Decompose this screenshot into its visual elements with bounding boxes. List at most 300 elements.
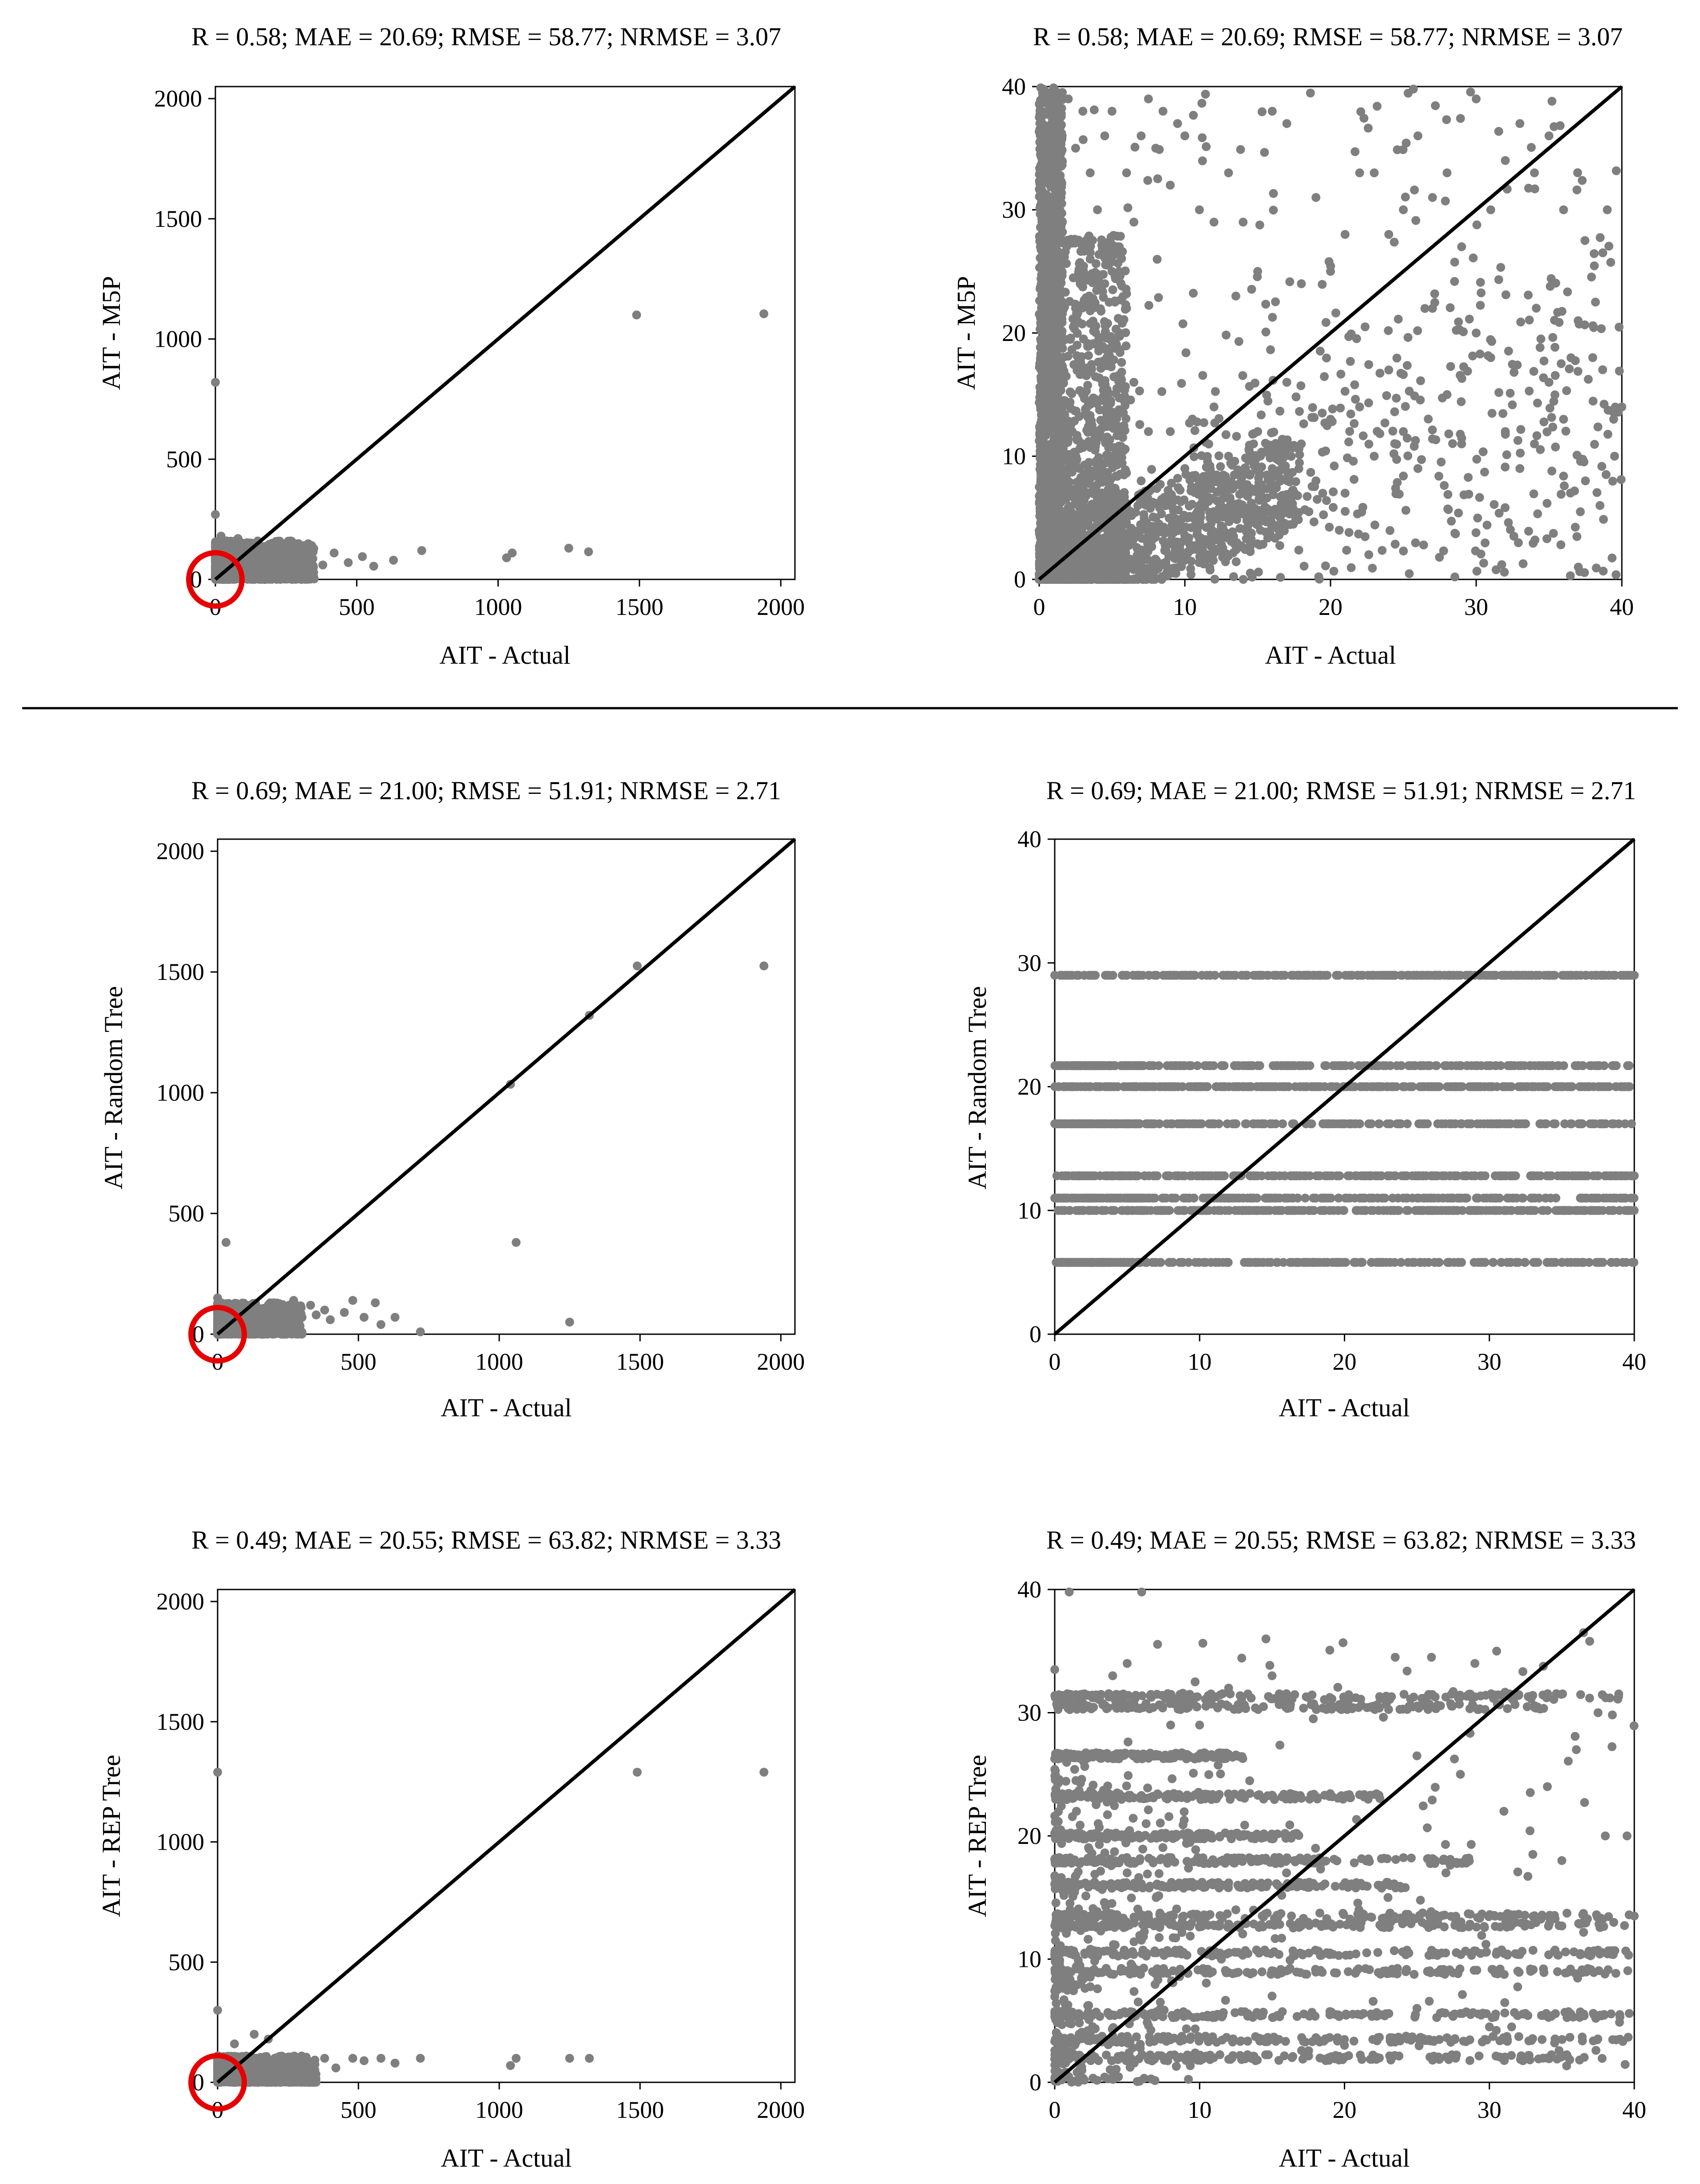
data-point — [1159, 107, 1168, 116]
data-point — [1054, 276, 1063, 285]
data-point — [1204, 440, 1213, 448]
data-point — [1300, 505, 1309, 514]
data-point — [1151, 144, 1160, 153]
data-point — [1135, 387, 1144, 396]
data-point — [1255, 221, 1264, 230]
data-point — [1355, 168, 1364, 177]
data-point — [1514, 538, 1523, 547]
data-point — [307, 569, 316, 578]
data-point — [1494, 388, 1503, 397]
data-point — [1341, 230, 1350, 239]
data-point — [1525, 316, 1534, 325]
data-point — [1255, 478, 1263, 487]
data-point — [1299, 420, 1308, 428]
data-point — [1519, 559, 1528, 568]
data-point — [1115, 405, 1124, 414]
data-point — [1284, 501, 1293, 510]
data-point — [1088, 421, 1096, 430]
data-point — [1364, 360, 1373, 369]
data-point — [1587, 273, 1596, 281]
data-point — [1399, 206, 1408, 214]
y-tick-label: 0 — [190, 566, 202, 593]
data-point — [1472, 95, 1481, 103]
data-point — [1589, 323, 1598, 332]
data-point — [1117, 358, 1126, 367]
x-tick-label: 2000 — [757, 594, 805, 620]
data-point — [1472, 455, 1481, 464]
data-point — [1335, 526, 1344, 535]
data-point — [1124, 564, 1133, 573]
data-point — [1140, 525, 1148, 534]
x-tick-label: 30 — [1464, 594, 1488, 620]
data-point — [1311, 476, 1320, 485]
data-point — [1221, 557, 1230, 566]
data-point — [1069, 463, 1078, 472]
data-point — [1246, 569, 1255, 578]
data-point — [1341, 489, 1350, 498]
data-point — [1504, 347, 1513, 356]
data-point — [1096, 575, 1104, 584]
data-point — [1403, 361, 1412, 370]
data-point — [1255, 541, 1264, 550]
data-point — [1359, 432, 1368, 440]
data-point — [1390, 407, 1399, 416]
data-point — [1037, 374, 1045, 383]
data-point — [1401, 193, 1410, 202]
data-point — [1047, 181, 1056, 190]
data-point — [279, 553, 288, 562]
data-point — [1093, 206, 1102, 214]
data-point — [1144, 95, 1153, 103]
data-point — [1533, 399, 1542, 408]
data-point — [1104, 346, 1112, 355]
data-point — [1253, 427, 1262, 436]
data-point — [1416, 396, 1425, 404]
data-point — [1547, 467, 1556, 476]
data-point — [1053, 246, 1062, 255]
data-point — [1056, 575, 1065, 584]
data-point — [211, 378, 220, 387]
data-point — [1206, 468, 1215, 477]
data-point — [1428, 304, 1437, 313]
data-point — [1434, 472, 1443, 481]
data-point — [632, 310, 641, 319]
data-point — [1084, 413, 1092, 422]
data-point — [1246, 547, 1255, 556]
data-point — [1481, 539, 1489, 547]
data-point — [1137, 476, 1146, 485]
data-point — [1072, 455, 1081, 464]
data-point — [1161, 541, 1170, 550]
data-point — [1189, 111, 1198, 120]
data-point — [1562, 386, 1571, 395]
data-point — [1529, 367, 1538, 376]
data-point — [1559, 415, 1568, 424]
data-point — [1450, 572, 1459, 581]
data-point — [330, 548, 338, 557]
data-point — [1524, 291, 1533, 300]
data-point — [1581, 236, 1589, 245]
identity-line — [215, 87, 795, 579]
data-point — [1039, 494, 1048, 503]
data-point — [1346, 357, 1355, 366]
data-point — [1187, 483, 1196, 491]
data-point — [1381, 419, 1390, 428]
data-point — [1475, 493, 1484, 502]
data-point — [1473, 220, 1482, 229]
data-point — [1178, 514, 1187, 523]
data-point — [1165, 514, 1174, 523]
data-point — [1285, 277, 1294, 286]
data-point — [1086, 168, 1095, 177]
y-tick-label: 20 — [1002, 320, 1026, 346]
data-point — [1396, 369, 1405, 378]
data-point — [1289, 520, 1298, 529]
data-point — [1193, 474, 1202, 483]
data-point — [1101, 247, 1110, 256]
data-point — [1107, 417, 1116, 426]
data-point — [1593, 488, 1601, 497]
data-point — [1500, 568, 1509, 577]
data-point — [1253, 267, 1262, 276]
data-point — [1487, 337, 1496, 346]
y-tick-label: 10 — [1002, 443, 1026, 470]
data-point — [1557, 540, 1565, 549]
data-point — [1049, 308, 1058, 317]
data-point — [389, 556, 398, 565]
data-point — [1173, 119, 1182, 128]
data-point — [1343, 453, 1352, 462]
data-point — [1295, 546, 1303, 555]
data-point — [1160, 571, 1169, 580]
data-point — [1087, 473, 1096, 482]
data-point — [1232, 557, 1241, 566]
y-tick-label: 500 — [166, 446, 202, 473]
data-point — [1126, 396, 1135, 404]
data-point — [1257, 411, 1266, 420]
data-point — [1608, 554, 1617, 563]
data-point — [1428, 193, 1437, 202]
data-point — [1378, 546, 1386, 555]
data-point — [1280, 519, 1289, 528]
data-point — [1442, 115, 1451, 124]
data-point — [1275, 407, 1284, 416]
data-point — [1530, 440, 1539, 448]
data-point — [1181, 523, 1190, 531]
data-point — [253, 568, 262, 577]
data-point — [1405, 387, 1414, 396]
data-point — [1061, 450, 1070, 459]
data-point — [1457, 440, 1466, 448]
data-point — [1609, 415, 1618, 424]
data-point — [1177, 379, 1186, 388]
data-point — [1099, 293, 1108, 302]
data-point — [1054, 460, 1063, 469]
data-point — [267, 539, 276, 548]
data-point — [1062, 398, 1071, 407]
data-point — [1039, 458, 1048, 467]
data-point — [1402, 506, 1410, 515]
data-point — [1046, 168, 1055, 177]
data-point — [1144, 301, 1153, 310]
data-point — [1083, 402, 1092, 411]
data-point — [584, 547, 593, 556]
data-point — [1297, 440, 1306, 448]
data-point — [1322, 318, 1331, 327]
y-tick-label: 1000 — [154, 325, 202, 353]
data-point — [1296, 381, 1305, 390]
x-axis-label: AIT - Actual — [1265, 641, 1396, 670]
data-point — [1037, 365, 1046, 374]
data-point — [1269, 206, 1278, 214]
data-point — [1329, 503, 1338, 512]
data-point — [1133, 545, 1142, 554]
data-point — [1533, 431, 1541, 440]
data-point — [1566, 489, 1575, 498]
data-point — [1271, 297, 1280, 306]
data-point — [1384, 365, 1393, 374]
data-point — [1311, 193, 1320, 202]
data-point — [1101, 436, 1110, 444]
data-point — [1463, 367, 1472, 376]
data-point — [1257, 512, 1266, 521]
data-point — [1537, 334, 1545, 343]
data-point — [1469, 254, 1478, 262]
data-point — [1581, 476, 1590, 485]
data-point — [1189, 289, 1198, 297]
data-point — [1095, 456, 1104, 465]
data-point — [296, 551, 305, 560]
data-point — [1459, 327, 1468, 336]
data-point — [1599, 515, 1608, 524]
data-point — [1107, 233, 1116, 242]
data-point — [1072, 575, 1081, 584]
data-point — [1584, 375, 1593, 384]
data-point — [1211, 387, 1220, 396]
data-point — [234, 534, 242, 543]
data-point — [1166, 181, 1175, 190]
data-point — [1610, 452, 1619, 461]
data-point — [1375, 429, 1384, 438]
data-point — [1275, 541, 1284, 550]
data-point — [1364, 398, 1373, 407]
data-point — [1590, 262, 1599, 270]
data-point — [1201, 90, 1210, 99]
data-point — [1508, 400, 1517, 409]
data-point — [1073, 365, 1082, 373]
data-point — [1147, 465, 1156, 474]
data-point — [1444, 505, 1453, 514]
data-point — [1053, 335, 1062, 344]
data-point — [1589, 396, 1597, 405]
data-point — [1571, 356, 1580, 365]
data-point — [1232, 432, 1241, 441]
data-point — [1226, 497, 1235, 506]
data-point — [1043, 300, 1052, 309]
data-point — [1464, 490, 1473, 499]
data-point — [1373, 102, 1382, 111]
data-point — [217, 532, 226, 541]
data-point — [1122, 168, 1131, 177]
data-point — [1121, 548, 1130, 557]
data-point — [1094, 489, 1103, 498]
data-point — [1350, 147, 1359, 156]
data-point — [1187, 557, 1196, 566]
data-point — [1231, 292, 1240, 301]
data-point — [1037, 479, 1046, 488]
data-point — [1060, 252, 1069, 261]
data-point — [1164, 486, 1172, 495]
data-point — [284, 566, 293, 575]
data-point — [1559, 206, 1568, 214]
data-point — [1330, 461, 1339, 470]
data-point — [1494, 275, 1503, 284]
data-point — [1271, 481, 1279, 490]
data-point — [1295, 450, 1304, 459]
data-point — [1457, 242, 1466, 251]
data-point — [1442, 168, 1451, 177]
data-point — [1151, 513, 1160, 522]
data-point — [1341, 387, 1350, 396]
data-point — [1052, 406, 1061, 415]
data-point — [1532, 304, 1541, 313]
data-point — [1446, 362, 1455, 371]
data-point — [1117, 368, 1126, 377]
data-point — [1457, 397, 1466, 406]
data-point — [1235, 337, 1243, 346]
data-point — [1550, 343, 1559, 352]
data-point — [1263, 484, 1271, 493]
data-point — [1283, 378, 1291, 387]
data-point — [1364, 124, 1373, 133]
data-point — [1185, 419, 1194, 428]
data-point — [1049, 83, 1058, 92]
data-point — [1447, 517, 1456, 526]
data-point — [1454, 508, 1463, 517]
data-point — [1410, 442, 1419, 451]
data-point — [1284, 473, 1293, 482]
data-point — [1036, 210, 1045, 218]
data-point — [1403, 452, 1412, 460]
data-point — [1091, 328, 1100, 337]
data-point — [1573, 532, 1581, 541]
data-point — [1430, 289, 1439, 298]
data-point — [1045, 575, 1054, 584]
data-point — [1428, 435, 1437, 444]
y-tick-label: 40 — [1002, 73, 1026, 100]
data-point — [1064, 503, 1073, 512]
data-point — [1036, 201, 1045, 210]
data-point — [1375, 369, 1384, 378]
data-point — [1359, 114, 1368, 123]
data-point — [1229, 548, 1238, 557]
data-point — [1550, 316, 1559, 325]
data-point — [1216, 462, 1225, 471]
data-point — [1401, 402, 1410, 411]
data-point — [1224, 452, 1233, 461]
data-point — [1444, 429, 1453, 438]
data-point — [1045, 379, 1054, 388]
data-point — [274, 574, 283, 583]
data-point — [1370, 452, 1378, 461]
data-point — [1331, 309, 1340, 317]
data-point — [1393, 145, 1402, 154]
data-point — [1411, 539, 1420, 547]
data-point — [1071, 144, 1080, 153]
data-point — [1079, 135, 1088, 144]
data-point — [1157, 387, 1166, 396]
data-point — [1597, 462, 1606, 471]
plot-area — [1002, 73, 1634, 620]
data-point — [1131, 143, 1140, 151]
data-point — [1547, 274, 1556, 283]
data-point — [1342, 546, 1351, 555]
data-point — [1267, 428, 1276, 437]
y-tick-label: 0 — [1014, 566, 1026, 593]
data-point — [228, 544, 237, 553]
data-point — [1513, 436, 1522, 445]
data-point — [1471, 547, 1480, 555]
data-point — [1394, 315, 1403, 324]
data-point — [1456, 114, 1465, 123]
data-point — [1615, 367, 1624, 376]
data-point — [1448, 439, 1457, 448]
data-point — [1472, 528, 1481, 537]
data-point — [1195, 501, 1204, 510]
data-point — [1229, 572, 1238, 581]
data-point — [1195, 522, 1204, 531]
data-point — [1392, 455, 1401, 464]
data-point — [1057, 193, 1065, 202]
data-point — [1515, 119, 1524, 128]
data-point — [1295, 464, 1303, 473]
data-point — [1179, 319, 1188, 328]
data-point — [1114, 377, 1123, 385]
data-point — [1370, 520, 1379, 529]
data-point — [1036, 503, 1045, 512]
data-point — [1064, 95, 1073, 103]
x-tick-label: 1500 — [615, 594, 663, 620]
data-point — [1451, 529, 1460, 538]
data-point — [369, 562, 378, 571]
data-point — [1328, 404, 1337, 413]
data-point — [1347, 563, 1356, 572]
data-point — [1351, 395, 1360, 404]
data-point — [1612, 570, 1621, 579]
data-point — [1516, 449, 1525, 458]
data-point — [1486, 206, 1495, 214]
data-point — [1111, 250, 1120, 259]
x-tick-label: 0 — [1033, 594, 1045, 620]
data-point — [1036, 110, 1045, 119]
data-point — [1479, 448, 1488, 456]
data-point — [1078, 107, 1087, 116]
y-tick-label: 1500 — [154, 205, 202, 232]
data-point — [1536, 343, 1545, 352]
data-point — [1517, 425, 1525, 434]
data-point — [1074, 354, 1083, 363]
data-point — [1527, 143, 1536, 152]
data-point — [1137, 131, 1146, 140]
x-tick-label: 40 — [1610, 594, 1634, 620]
y-axis-label: AIT - M5P — [952, 276, 981, 390]
data-point — [1573, 367, 1582, 376]
data-point — [1035, 545, 1044, 554]
data-point — [1497, 560, 1506, 569]
data-point — [285, 544, 294, 553]
x-tick-label: 20 — [1319, 594, 1343, 620]
data-point — [1602, 470, 1611, 479]
